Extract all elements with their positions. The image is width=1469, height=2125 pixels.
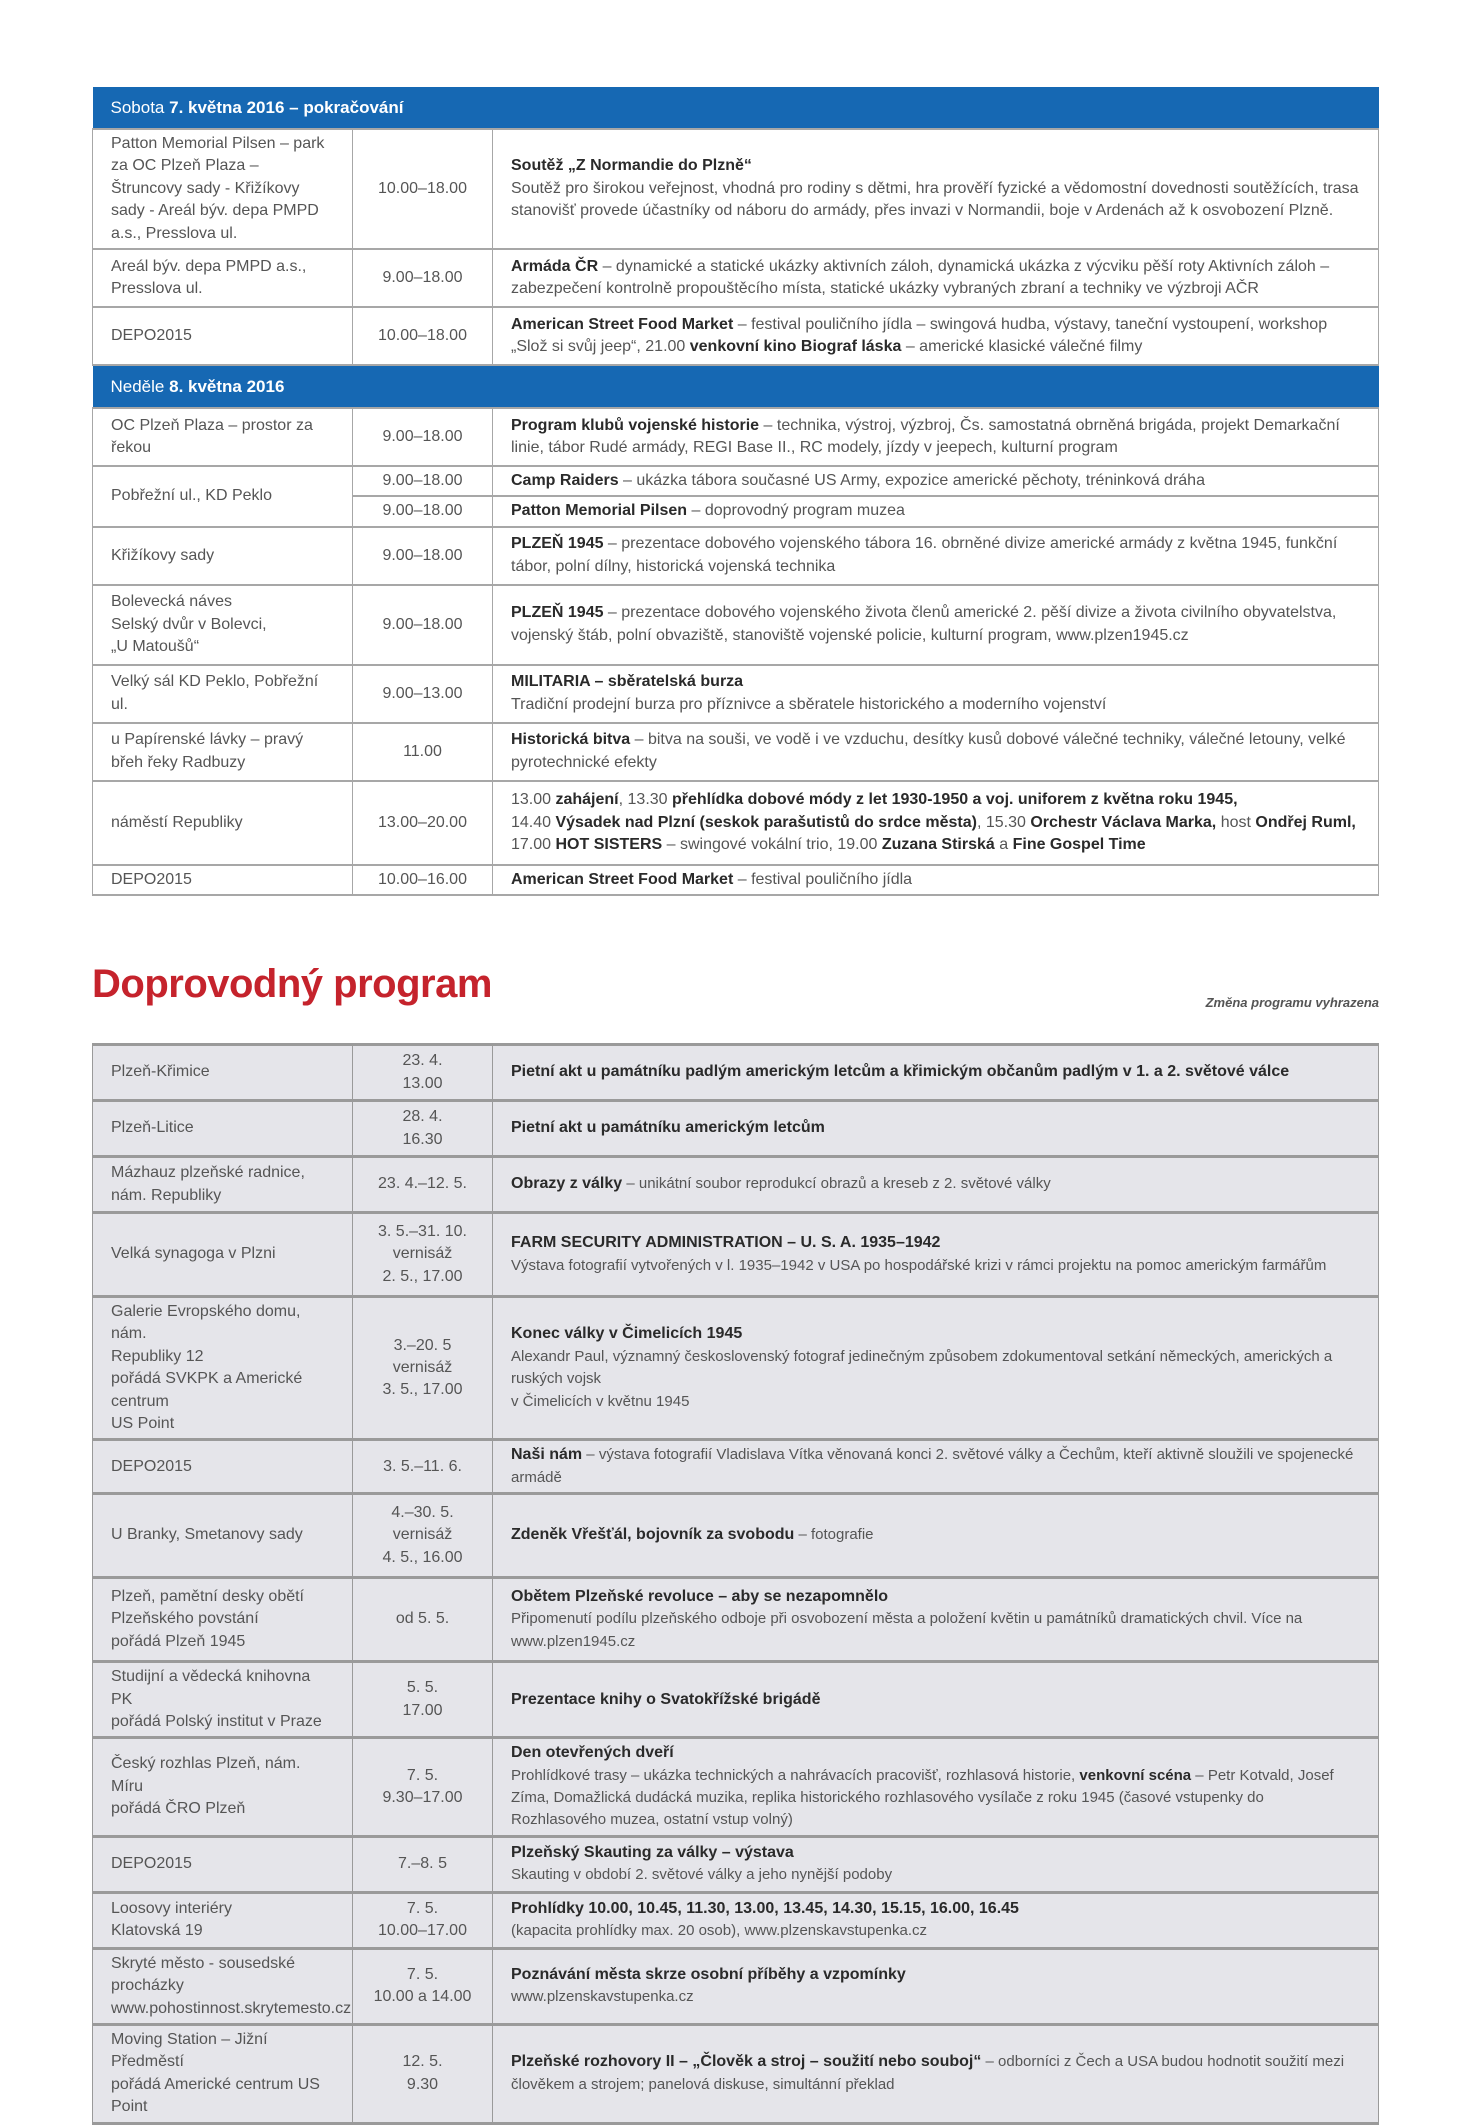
time-line: vernisáž — [392, 1526, 453, 1544]
schedule-table — [92, 87, 1379, 896]
location-line: U Branky, Smetanovy sady — [111, 1526, 303, 1544]
event-description: MILITARIA – sběratelská burza Tradiční prodejní burza pro příznivce a sběratele historického a moderního vojenství — [493, 665, 1379, 723]
time-cell — [353, 1440, 493, 1494]
location-line: US Point — [111, 1414, 175, 1432]
location-line: Loosovy interiéry — [111, 1899, 232, 1917]
event-description: Soutěž „Z Normandie do Plzně“ Soutěž pro širokou veřejnost, vhodná pro rodiny s dětmi, hra prověří fyzické a vědomostní dovednosti soutěžících, trasa stanovišť provede účastníky od náboru do armády, přes invazi v Normandii, boje v Ardenách až k osvobození Plzně. — [493, 129, 1379, 249]
event-text: Připomenutí podílu plzeňského odboje při osvobození města a položení květin u památníků dramatických chvil. Více na www.plzen1945.cz — [511, 1610, 1303, 1650]
time-line: 10.00 a 14.00 — [373, 1988, 472, 2006]
location-line: Velká synagoga v Plzni — [111, 1245, 276, 1263]
time-cell — [353, 1948, 493, 2024]
table-row — [93, 129, 1379, 249]
location-cell — [93, 1494, 353, 1578]
event-description — [493, 1045, 1379, 1101]
time-cell — [353, 1662, 493, 1738]
time-line: 7. 5. — [406, 1966, 439, 1984]
event-title: Konec války v Čimelicích 1945 — [511, 1325, 743, 1343]
table-row — [93, 1213, 1379, 1297]
event-description: Program klubů vojenské historie – technika, výstroj, výzbroj, Čs. samostatná obrněná brigáda, projekt Demarkační linie, tábor Rudé armády, REGI Base II., RC modely, jízdy v jeepech, kulturní program — [493, 408, 1379, 466]
event-text: v Čimelicích v květnu 1945 — [511, 1392, 690, 1410]
time-cell: 10.00–16.00 — [353, 865, 493, 895]
location-cell — [93, 1578, 353, 1662]
location-line: DEPO2015 — [111, 1457, 192, 1475]
event-description: 13.00 zahájení, 13.30 přehlídka dobové módy z let 1930-1950 a voj. uniforem z května roku 1945, 14.40 Výsadek nad Plzní (seskok parašutistů do srdce města), 15.30 Orchestr Václava Marka, host Ondřej Ruml, 17.00 HOT SISTERS – swingové vokální trio, 19.00 Zuzana Stirská a Fine Gospel Time — [493, 781, 1379, 865]
table-row — [93, 723, 1379, 781]
time-line: 3.–20. 5 — [393, 1336, 452, 1354]
location-line: pořádá SVKPK a Americké centrum — [111, 1370, 303, 1410]
accompanying-program-table — [92, 1043, 1379, 2125]
event-text: – Petr Kotvald, Josef Zíma, Domažlická dudácká muzika, replika historického rozhlasového vysílače z roku 1945 (časové vstupenky do Rozhlasového muzea, ostatní vstup volný) — [511, 1766, 1334, 1829]
location-cell: DEPO2015 — [93, 865, 353, 895]
location-line: DEPO2015 — [111, 1855, 192, 1873]
location-cell: Areál býv. depa PMPD a.s., Presslova ul. — [93, 249, 353, 307]
time-line: vernisáž — [392, 1245, 453, 1263]
section-header-sunday: Neděle 8. května 2016 — [93, 365, 1379, 408]
time-line: 7. 5. — [406, 1766, 439, 1784]
time-cell — [353, 1738, 493, 1837]
time-line: 7.–8. 5 — [398, 1855, 447, 1873]
time-line: 16.30 — [402, 1130, 443, 1148]
time-cell — [353, 1578, 493, 1662]
event-title: Obětem Plzeňské revoluce – aby se nezapomnělo — [511, 1588, 889, 1606]
location-line: Plzeň-Litice — [111, 1119, 194, 1137]
table-row — [93, 1440, 1379, 1494]
event-description — [493, 1101, 1379, 1157]
time-line: 3. 5., 17.00 — [382, 1381, 463, 1399]
event-description — [493, 1440, 1379, 1494]
location-line: pořádá Polský institut v Praze — [111, 1712, 322, 1730]
location-cell — [93, 1101, 353, 1157]
event-description: PLZEŇ 1945 – prezentace dobového vojenského tábora 16. obrněné divize americké armády z května 1945, funkční tábor, polní dílny, historická vojenská technika — [493, 527, 1379, 585]
location-cell — [93, 2025, 353, 2124]
table-row — [93, 466, 1379, 496]
location-cell: OC Plzeň Plaza – prostor za řekou — [93, 408, 353, 466]
table-row — [93, 1948, 1379, 2024]
location-cell: náměstí Republiky — [93, 781, 353, 865]
location-line: Moving Station – Jižní Předměstí — [111, 2031, 268, 2071]
location-line: Plzeň-Křimice — [111, 1063, 210, 1081]
table-row — [93, 307, 1379, 365]
time-cell — [353, 1157, 493, 1213]
location-cell: Bolevecká náves Selský dvůr v Bolevci, „U Matoušů“ — [93, 585, 353, 665]
time-line: 4. 5., 16.00 — [382, 1548, 463, 1566]
location-line: Skryté město - sousedské procházky — [111, 1954, 296, 1995]
section-header-saturday: Sobota 7. května 2016 – pokračování — [93, 87, 1379, 129]
event-description: American Street Food Market – festival pouličního jídla — [493, 865, 1379, 895]
event-text: Prohlídkové trasy – ukázka technických a nahrávacích pracovišť, rozhlasová historie, — [511, 1766, 1080, 1784]
table-row — [93, 408, 1379, 466]
event-description — [493, 1836, 1379, 1892]
table-row — [93, 865, 1379, 895]
event-title: Plzeňské rozhovory II – „Člověk a stroj – soužití nebo souboj“ — [511, 2053, 982, 2071]
location-line: Plzeň, pamětní desky obětí — [111, 1588, 304, 1606]
event-description — [493, 1213, 1379, 1297]
time-cell — [353, 1494, 493, 1578]
event-title: FARM SECURITY ADMINISTRATION – U. S. A. 1935–1942 — [511, 1234, 941, 1252]
event-title: Pietní akt u památníku americkým letcům — [511, 1119, 825, 1137]
event-description — [493, 1892, 1379, 1948]
event-text: www.plzenskavstupenka.cz — [511, 1988, 694, 2006]
event-description — [493, 1662, 1379, 1738]
time-line: 3. 5.–31. 10. — [378, 1222, 467, 1240]
table-row — [93, 1738, 1379, 1837]
table-row — [93, 1494, 1379, 1578]
time-line: 3. 5.–11. 6. — [383, 1457, 462, 1475]
time-cell — [353, 1297, 493, 1440]
location-cell: u Papírenské lávky – pravý břeh řeky Radbuzy — [93, 723, 353, 781]
table-row — [93, 1578, 1379, 1662]
time-line: 9.30 — [406, 2075, 439, 2093]
location-line: nám. Republiky — [111, 1186, 222, 1204]
time-line: 13.00 — [402, 1074, 443, 1092]
location-cell — [93, 1213, 353, 1297]
table-row — [93, 1662, 1379, 1738]
time-cell: 9.00–18.00 — [353, 527, 493, 585]
section-title: Doprovodný program — [92, 962, 492, 1006]
location-line: pořádá ČRO Plzeň — [111, 1800, 246, 1818]
location-cell: Patton Memorial Pilsen – park za OC Plzeň Plaza – Štruncovy sady - Křižíkovy sady - Areál býv. depa PMPD a.s., Presslova ul. — [93, 129, 353, 249]
event-description — [493, 1297, 1379, 1440]
event-title: Pietní akt u památníku padlým americkým letcům a křimickým občanům padlým v 1. a 2. světové válce — [511, 1063, 1290, 1081]
location-cell — [93, 1440, 353, 1494]
location-cell — [93, 1297, 353, 1440]
event-text: (kapacita prohlídky max. 20 osob), www.plzenskavstupenka.cz — [511, 1922, 928, 1940]
time-line: od 5. 5. — [395, 1610, 450, 1628]
event-title: Poznávání města skrze osobní příběhy a vzpomínky — [511, 1966, 906, 1984]
time-line: 23. 4. — [402, 1052, 443, 1070]
table-row — [93, 1836, 1379, 1892]
location-line: Plzeňského povstání — [111, 1610, 259, 1628]
table-row — [93, 1101, 1379, 1157]
event-text: – výstava fotografií Vladislava Vítka věnovaná konci 2. světové války a Čechům, kteří aktivně sloužili ve spojenecké armádě — [511, 1446, 1354, 1486]
table-row — [93, 665, 1379, 723]
time-cell: 11.00 — [353, 723, 493, 781]
event-description: Armáda ČR – dynamické a statické ukázky aktivních záloh, dynamická ukázka z výcviku pěší roty Aktivních záloh – zabezpečení kontrolně propouštěcího místa, statické ukázky vybraných zbraní a techniky ve výzbroji AČR — [493, 249, 1379, 307]
time-cell: 9.00–18.00 — [353, 466, 493, 496]
location-cell: Velký sál KD Peklo, Pobřežní ul. — [93, 665, 353, 723]
time-cell: 13.00–20.00 — [353, 781, 493, 865]
time-cell: 9.00–18.00 — [353, 408, 493, 466]
location-line: Klatovská 19 — [111, 1922, 203, 1940]
time-cell — [353, 1045, 493, 1101]
table-row — [93, 1157, 1379, 1213]
time-line: 10.00–17.00 — [378, 1922, 467, 1940]
location-cell — [93, 1662, 353, 1738]
time-line: 17.00 — [402, 1701, 443, 1719]
event-title: Obrazy z války — [511, 1175, 623, 1193]
event-description — [493, 2025, 1379, 2124]
table-row — [93, 585, 1379, 665]
table-row — [93, 1045, 1379, 1101]
event-description — [493, 1738, 1379, 1837]
event-description — [493, 1157, 1379, 1213]
table-row — [93, 527, 1379, 585]
time-cell: 10.00–18.00 — [353, 129, 493, 249]
location-cell: Křižíkovy sady — [93, 527, 353, 585]
location-line: Mázhauz plzeňské radnice, — [111, 1164, 305, 1182]
location-cell — [93, 1157, 353, 1213]
event-title: Prezentace knihy o Svatokřížské brigádě — [511, 1690, 821, 1708]
location-line: www.pohostinnost.skrytemesto.cz — [111, 1999, 352, 2017]
event-description — [493, 1494, 1379, 1578]
location-line: Republiky 12 — [111, 1347, 204, 1365]
event-title: Prohlídky 10.00, 10.45, 11.30, 13.00, 13.45, 14.30, 15.15, 16.00, 16.45 — [511, 1899, 1019, 1917]
program-change-note: Změna programu vyhrazena — [1205, 995, 1379, 1010]
event-text: Skauting v období 2. světové války a jeho nynější podoby — [511, 1866, 893, 1884]
location-line: pořádá Americké centrum US Point — [111, 2075, 320, 2116]
location-cell: DEPO2015 — [93, 307, 353, 365]
time-cell: 9.00–13.00 — [353, 665, 493, 723]
time-line: vernisáž — [392, 1358, 453, 1376]
time-line: 28. 4. — [402, 1108, 443, 1126]
time-cell — [353, 1213, 493, 1297]
event-text: Alexandr Paul, významný československý fotograf jedinečným způsobem zdokumentoval setkání německých, amerických a ruských vojsk — [511, 1347, 1333, 1388]
table-row — [93, 1892, 1379, 1948]
table-row — [93, 2025, 1379, 2124]
event-text: Výstava fotografií vytvořených v l. 1935–1942 v USA po hospodářské krizi v rámci projektu na pomoc americkým farmářům — [511, 1256, 1327, 1274]
table-row — [93, 781, 1379, 865]
location-cell — [93, 1892, 353, 1948]
time-line: 5. 5. — [406, 1679, 439, 1697]
event-description: Camp Raiders – ukázka tábora současné US Army, expozice americké pěchoty, tréninková dráha — [493, 466, 1379, 496]
event-description: American Street Food Market – festival pouličního jídla – swingová hudba, výstavy, taneční vystoupení, workshop „Slož si svůj jeep“, 21.00 venkovní kino Biograf láska – americké klasické válečné filmy — [493, 307, 1379, 365]
time-cell: 9.00–18.00 — [353, 585, 493, 665]
time-cell: 9.00–18.00 — [353, 496, 493, 526]
event-description: Historická bitva – bitva na souši, ve vodě i ve vzduchu, desítky kusů dobové válečné techniky, válečné letouny, velké pyrotechnické efekty — [493, 723, 1379, 781]
table-row — [93, 249, 1379, 307]
location-line: Český rozhlas Plzeň, nám. Míru — [111, 1755, 301, 1795]
event-description: Patton Memorial Pilsen – doprovodný program muzea — [493, 496, 1379, 526]
time-line: 2. 5., 17.00 — [382, 1267, 463, 1285]
time-line: 12. 5. — [402, 2053, 443, 2071]
location-cell — [93, 1738, 353, 1837]
event-text: – odborníci z Čech a USA budou hodnotit soužití mezi člověkem a strojem; panelová diskuse, simultánní překlad — [511, 2053, 1345, 2093]
location-cell: Pobřežní ul., KD Peklo — [93, 466, 353, 527]
location-cell — [93, 1836, 353, 1892]
location-line: Studijní a vědecká knihovna PK — [111, 1668, 311, 1708]
time-line: 7. 5. — [406, 1899, 439, 1917]
location-line: Galerie Evropského domu, nám. — [111, 1303, 301, 1343]
event-title: Den otevřených dveří — [511, 1744, 674, 1762]
time-cell — [353, 1836, 493, 1892]
location-cell — [93, 1045, 353, 1101]
time-cell: 9.00–18.00 — [353, 249, 493, 307]
location-line: pořádá Plzeň 1945 — [111, 1632, 246, 1650]
event-title: Plzeňský Skauting za války – výstava — [511, 1843, 794, 1861]
time-cell: 10.00–18.00 — [353, 307, 493, 365]
time-line: 9.30–17.00 — [382, 1789, 463, 1807]
location-cell — [93, 1948, 353, 2024]
time-cell — [353, 1892, 493, 1948]
time-cell — [353, 2025, 493, 2124]
event-description: PLZEŇ 1945 – prezentace dobového vojenského života členů americké 2. pěší divize a života civilního obyvatelstva, vojenský štáb, polní obvaziště, stanoviště vojenské policie, kulturní program, www.plzen1945.cz — [493, 585, 1379, 665]
time-line: 4.–30. 5. — [391, 1504, 454, 1522]
event-title: Naši nám — [511, 1446, 583, 1464]
event-text: – unikátní soubor reprodukcí obrazů a kreseb z 2. světové války — [622, 1175, 1051, 1193]
table-row — [93, 1297, 1379, 1440]
event-description — [493, 1578, 1379, 1662]
time-cell — [353, 1101, 493, 1157]
event-title: Zdeněk Vřešťál, bojovník za svobodu — [511, 1526, 795, 1544]
time-line: 23. 4.–12. 5. — [378, 1175, 467, 1193]
event-text-bold: venkovní scéna — [1079, 1766, 1192, 1784]
event-description — [493, 1948, 1379, 2024]
event-text: – fotografie — [794, 1526, 874, 1544]
